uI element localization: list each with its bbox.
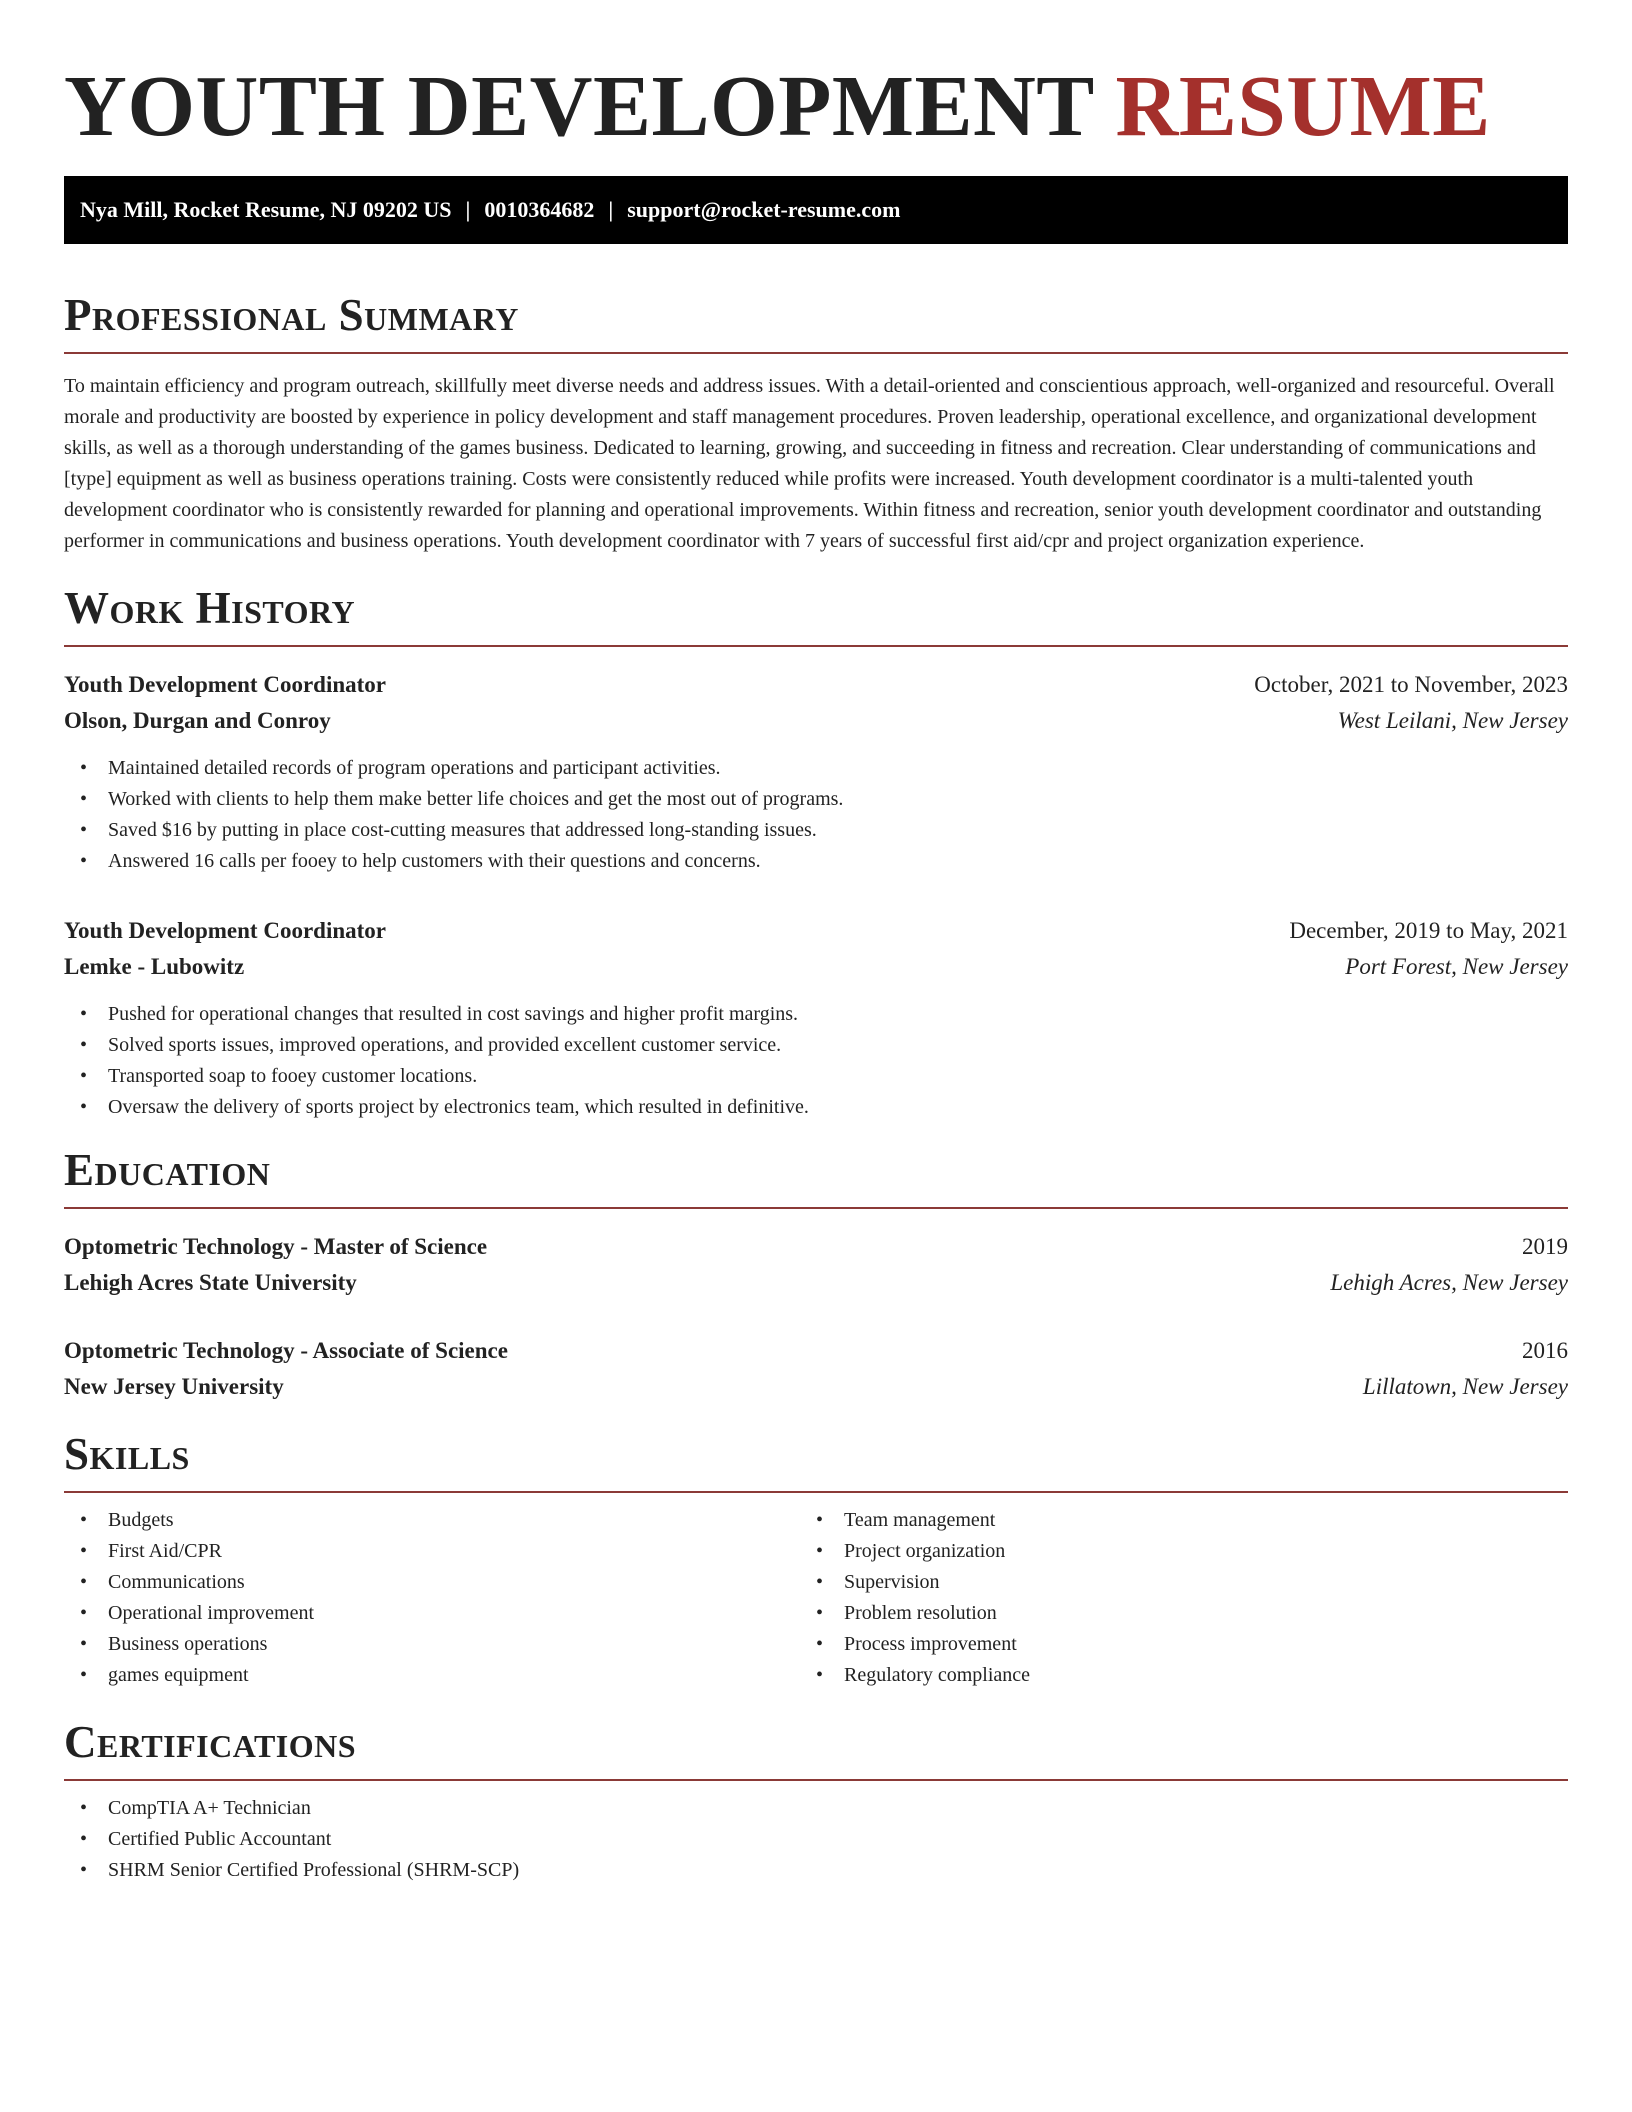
bullet-text: Maintained detailed records of program operations and participant activities. — [108, 757, 721, 779]
bullet-icon: • — [816, 1571, 824, 1593]
job-dates: December, 2019 to May, 2021 — [1289, 918, 1568, 943]
list-item — [816, 1505, 1500, 1536]
list-item — [80, 1505, 800, 1536]
education-school-row — [64, 1265, 1568, 1301]
bullet-icon: • — [816, 1509, 824, 1531]
certification-text: Certified Public Accountant — [108, 1828, 332, 1850]
education-school-row — [64, 1369, 1568, 1405]
education-entry — [64, 1229, 1568, 1301]
list-item — [80, 1598, 800, 1629]
job-title-row — [64, 913, 1568, 949]
skill-text: games equipment — [108, 1664, 249, 1686]
bullet-icon: • — [80, 1540, 88, 1562]
job-dates: October, 2021 to November, 2023 — [1254, 672, 1568, 697]
title-accent: RESUME — [1115, 57, 1491, 154]
list-item — [80, 815, 1568, 846]
bullet-icon: • — [80, 1065, 88, 1087]
list-item — [80, 1567, 800, 1598]
skill-text: Regulatory compliance — [844, 1664, 1031, 1686]
list-item — [80, 784, 1568, 815]
contact-bar — [64, 176, 1568, 244]
bullet-icon: • — [80, 1571, 88, 1593]
list-item — [80, 1629, 800, 1660]
bullet-icon: • — [80, 1509, 88, 1531]
skills-columns — [64, 1505, 1568, 1691]
bullet-icon: • — [80, 1003, 88, 1025]
list-item — [80, 999, 1568, 1030]
list-item — [80, 1793, 1568, 1824]
bullet-icon: • — [80, 1633, 88, 1655]
bullet-text: Saved $16 by putting in place cost-cutting measures that addressed long-standing issues. — [108, 819, 817, 841]
skill-text: Communications — [108, 1571, 245, 1593]
skills-column-right — [800, 1505, 1500, 1691]
job-title-row — [64, 667, 1568, 703]
certifications-list — [64, 1793, 1568, 1886]
contact-separator: | — [608, 197, 614, 222]
skill-text: Operational improvement — [108, 1602, 315, 1624]
contact-address: Nya Mill, Rocket Resume, NJ 09202 US — [80, 197, 452, 222]
bullet-text: Solved sports issues, improved operations, and provided excellent customer service. — [108, 1034, 782, 1056]
job-entry — [64, 667, 1568, 877]
bullet-text: Answered 16 calls per fooey to help customers with their questions and concerns. — [108, 850, 761, 872]
contact-phone: 0010364682 — [484, 197, 595, 222]
skill-text: Team management — [844, 1509, 996, 1531]
bullet-text: Transported soap to fooey customer locations. — [108, 1065, 478, 1087]
job-entry — [64, 913, 1568, 1123]
bullet-icon: • — [80, 1828, 88, 1850]
education-degree: Optometric Technology - Associate of Science — [64, 1338, 508, 1363]
title-main: YOUTH DEVELOPMENT — [64, 57, 1094, 154]
education-location: Lillatown, New Jersey — [1362, 1374, 1568, 1399]
contact-email: support@rocket-resume.com — [627, 197, 901, 222]
list-item — [816, 1536, 1500, 1567]
work-history-heading: Work History — [64, 583, 1568, 647]
list-item — [80, 846, 1568, 877]
list-item — [80, 1824, 1568, 1855]
bullet-text: Worked with clients to help them make better life choices and get the most out of programs. — [108, 788, 844, 810]
list-item — [816, 1567, 1500, 1598]
list-item — [80, 1030, 1568, 1061]
job-company: Lemke - Lubowitz — [64, 954, 245, 979]
skill-text: Supervision — [844, 1571, 940, 1593]
list-item — [80, 753, 1568, 784]
list-item — [80, 1092, 1568, 1123]
bullet-icon: • — [80, 1859, 88, 1881]
list-item — [816, 1629, 1500, 1660]
bullet-icon: • — [80, 1797, 88, 1819]
education-school: New Jersey University — [64, 1374, 284, 1399]
bullet-icon: • — [816, 1633, 824, 1655]
skill-text: Process improvement — [844, 1633, 1017, 1655]
bullet-icon: • — [80, 1034, 88, 1056]
skills-list — [64, 1505, 800, 1691]
summary-text: To maintain efficiency and program outreach, skillfully meet diverse needs and address issues. With a detail-oriented and conscientious approach, well-organized and resourceful. Overall morale and productivity are boosted by experience in policy development and staff management procedures. Proven leadership, operational excellence, and organizational development skills, as well as a thorough understanding of the games business. Dedicated to learning, growing, and succeeding in fitness and recreation. Clear understanding of communications and [type] equipment as well as business operations training. Costs were consistently reduced while profits were increased. Youth development coordinator is a multi-talented youth development coordinator who is consistently rewarded for planning and operational improvements. Within fitness and recreation, senior youth development coordinator and outstanding performer in communications and business operations. Youth development coordinator with 7 years of successful first aid/cpr and project organization experience. — [64, 375, 1555, 552]
job-title: Youth Development Coordinator — [64, 918, 386, 943]
bullet-icon: • — [80, 819, 88, 841]
certification-text: SHRM Senior Certified Professional (SHRM-SCP) — [108, 1859, 520, 1881]
contact-separator: | — [465, 197, 471, 222]
list-item — [816, 1660, 1500, 1691]
education-degree-row — [64, 1229, 1568, 1265]
skills-column-left — [64, 1505, 800, 1691]
education-school: Lehigh Acres State University — [64, 1270, 357, 1295]
list-item — [80, 1061, 1568, 1092]
list-item — [80, 1536, 800, 1567]
bullet-icon: • — [80, 1664, 88, 1686]
skill-text: Budgets — [108, 1509, 174, 1531]
bullet-icon: • — [816, 1664, 824, 1686]
bullet-icon: • — [816, 1602, 824, 1624]
bullet-icon: • — [80, 850, 88, 872]
job-bullets — [64, 999, 1568, 1123]
bullet-icon: • — [80, 1096, 88, 1118]
certifications-heading: Certifications — [64, 1717, 1568, 1781]
skills-heading: Skills — [64, 1429, 1568, 1493]
education-year: 2016 — [1522, 1338, 1568, 1363]
skill-text: Problem resolution — [844, 1602, 997, 1624]
resume-title — [64, 56, 1568, 156]
bullet-icon: • — [80, 757, 88, 779]
job-location: West Leilani, New Jersey — [1337, 708, 1568, 733]
education-year: 2019 — [1522, 1234, 1568, 1259]
list-item — [80, 1855, 1568, 1886]
education-degree: Optometric Technology - Master of Science — [64, 1234, 488, 1259]
list-item — [816, 1598, 1500, 1629]
list-item — [80, 1660, 800, 1691]
bullet-icon: • — [80, 788, 88, 810]
skill-text: Business operations — [108, 1633, 268, 1655]
education-entry — [64, 1333, 1568, 1405]
job-bullets — [64, 753, 1568, 877]
bullet-icon: • — [816, 1540, 824, 1562]
bullet-text: Pushed for operational changes that resulted in cost savings and higher profit margins. — [108, 1003, 799, 1025]
summary-heading: Professional Summary — [64, 290, 1568, 354]
job-company-row — [64, 703, 1568, 739]
job-company: Olson, Durgan and Conroy — [64, 708, 331, 733]
education-location: Lehigh Acres, New Jersey — [1330, 1270, 1568, 1295]
skill-text: Project organization — [844, 1540, 1006, 1562]
certification-text: CompTIA A+ Technician — [108, 1797, 311, 1819]
skills-list — [800, 1505, 1500, 1691]
education-degree-row — [64, 1333, 1568, 1369]
education-heading: Education — [64, 1145, 1568, 1209]
job-title: Youth Development Coordinator — [64, 672, 386, 697]
skill-text: First Aid/CPR — [108, 1540, 222, 1562]
bullet-text: Oversaw the delivery of sports project by electronics team, which resulted in definitive. — [108, 1096, 809, 1118]
bullet-icon: • — [80, 1602, 88, 1624]
job-company-row — [64, 949, 1568, 985]
job-location: Port Forest, New Jersey — [1345, 954, 1568, 979]
